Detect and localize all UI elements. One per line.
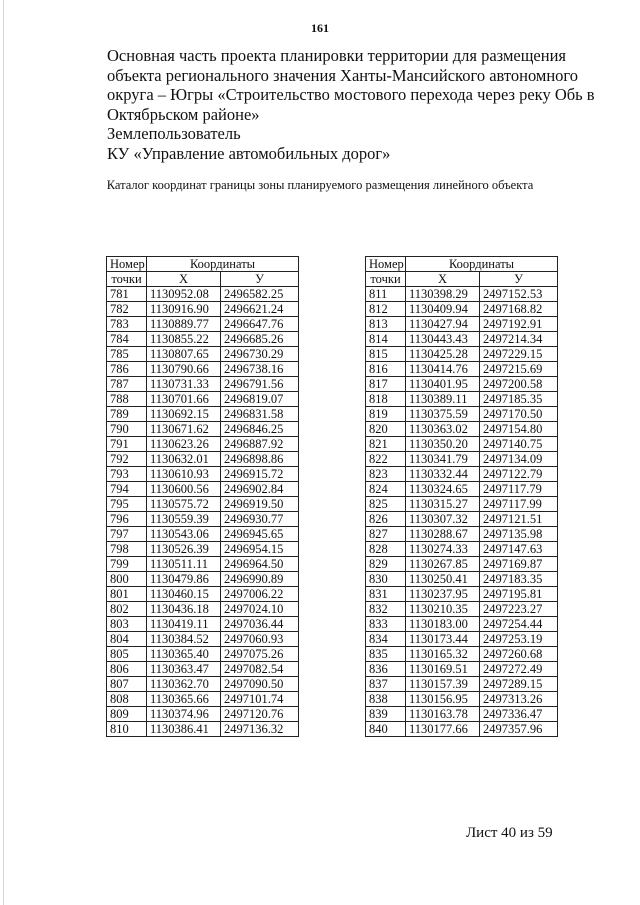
table-row (107, 602, 299, 617)
y-coordinate-cell: 2497215.69 (480, 362, 558, 377)
x-coordinate-cell: 1130855.22 (147, 332, 221, 347)
point-number-cell: 840 (366, 722, 406, 737)
table-row (107, 302, 299, 317)
point-number-cell: 836 (366, 662, 406, 677)
table-row (107, 572, 299, 587)
page-number: 161 (311, 21, 329, 35)
table-row (107, 362, 299, 377)
table-row (107, 422, 299, 437)
point-number-cell: 793 (107, 467, 147, 482)
y-coordinate-cell: 2496831.58 (221, 407, 299, 422)
point-number-cell: 804 (107, 632, 147, 647)
x-coordinate-cell: 1130807.65 (147, 347, 221, 362)
x-coordinate-cell: 1130692.15 (147, 407, 221, 422)
y-coordinate-cell: 2497117.99 (480, 497, 558, 512)
table-row (366, 377, 558, 392)
sheet-label: Лист 40 из 59 (466, 825, 553, 841)
table-row (366, 422, 558, 437)
y-coordinate-cell: 2497289.15 (480, 677, 558, 692)
x-coordinate-cell: 1130365.40 (147, 647, 221, 662)
x-coordinate-cell: 1130332.44 (406, 467, 480, 482)
header-line: округа – Югры «Строительство мостового перехода через реку Обь в (107, 85, 595, 104)
y-coordinate-cell: 2497183.35 (480, 572, 558, 587)
y-coordinate-cell: 2496791.56 (221, 377, 299, 392)
point-number-cell: 802 (107, 602, 147, 617)
y-coordinate-cell: 2497223.27 (480, 602, 558, 617)
point-number-cell: 784 (107, 332, 147, 347)
x-column-header: X (147, 272, 221, 287)
point-number-cell: 810 (107, 722, 147, 737)
point-number-cell: 812 (366, 302, 406, 317)
point-number-cell: 814 (366, 332, 406, 347)
y-coordinate-cell: 2496846.25 (221, 422, 299, 437)
x-coordinate-cell: 1130409.94 (406, 302, 480, 317)
point-number-cell: 837 (366, 677, 406, 692)
table-row (107, 332, 299, 347)
x-coordinate-cell: 1130315.27 (406, 497, 480, 512)
y-coordinate-cell: 2497075.26 (221, 647, 299, 662)
x-coordinate-cell: 1130701.66 (147, 392, 221, 407)
coordinates-header: Координаты (147, 257, 299, 272)
table-row (366, 692, 558, 707)
point-number-cell: 830 (366, 572, 406, 587)
y-coordinate-cell: 2497136.32 (221, 722, 299, 737)
table-row (366, 467, 558, 482)
y-coordinate-cell: 2497192.91 (480, 317, 558, 332)
y-coordinate-cell: 2497185.35 (480, 392, 558, 407)
x-coordinate-cell: 1130156.95 (406, 692, 480, 707)
table-row (107, 617, 299, 632)
x-coordinate-cell: 1130543.06 (147, 527, 221, 542)
table-row (366, 527, 558, 542)
point-number-cell: 815 (366, 347, 406, 362)
point-number-cell: 839 (366, 707, 406, 722)
y-coordinate-cell: 2496621.24 (221, 302, 299, 317)
x-coordinate-cell: 1130165.32 (406, 647, 480, 662)
y-coordinate-cell: 2497272.49 (480, 662, 558, 677)
table-row (107, 317, 299, 332)
x-coordinate-cell: 1130479.86 (147, 572, 221, 587)
x-coordinate-cell: 1130386.41 (147, 722, 221, 737)
x-coordinate-cell: 1130575.72 (147, 497, 221, 512)
table-row (366, 662, 558, 677)
point-number-cell: 832 (366, 602, 406, 617)
table-row (107, 692, 299, 707)
point-number-cell: 808 (107, 692, 147, 707)
land-user-name: КУ «Управление автомобильных дорог» (107, 143, 391, 163)
y-coordinate-cell: 2497024.10 (221, 602, 299, 617)
point-number-cell: 803 (107, 617, 147, 632)
y-coordinate-cell: 2497200.58 (480, 377, 558, 392)
table-row (366, 302, 558, 317)
point-number-cell: 807 (107, 677, 147, 692)
table-row (366, 347, 558, 362)
y-coordinate-cell: 2497229.15 (480, 347, 558, 362)
point-number-cell: 820 (366, 422, 406, 437)
table-row (107, 632, 299, 647)
x-coordinate-cell: 1130671.62 (147, 422, 221, 437)
x-coordinate-cell: 1130210.35 (406, 602, 480, 617)
y-coordinate-cell: 2497117.79 (480, 482, 558, 497)
y-coordinate-cell: 2497060.93 (221, 632, 299, 647)
table-row (107, 452, 299, 467)
point-number-cell: 801 (107, 587, 147, 602)
table-row (366, 602, 558, 617)
y-coordinate-cell: 2497336.47 (480, 707, 558, 722)
x-coordinate-cell: 1130460.15 (147, 587, 221, 602)
y-coordinate-cell: 2497120.76 (221, 707, 299, 722)
y-coordinate-cell: 2497082.54 (221, 662, 299, 677)
scan-edge-line (3, 0, 4, 905)
x-coordinate-cell: 1130324.65 (406, 482, 480, 497)
x-coordinate-cell: 1130250.41 (406, 572, 480, 587)
table-row (366, 392, 558, 407)
table-row (107, 677, 299, 692)
table-row (366, 617, 558, 632)
x-coordinate-cell: 1130731.33 (147, 377, 221, 392)
point-number-cell: 797 (107, 527, 147, 542)
table-row (366, 512, 558, 527)
x-coordinate-cell: 1130610.93 (147, 467, 221, 482)
table-row (107, 707, 299, 722)
table-row (366, 587, 558, 602)
y-coordinate-cell: 2497154.80 (480, 422, 558, 437)
coordinates-header: Координаты (406, 257, 558, 272)
y-column-header: У (480, 272, 558, 287)
table-row (107, 512, 299, 527)
y-coordinate-cell: 2496647.76 (221, 317, 299, 332)
x-coordinate-cell: 1130384.52 (147, 632, 221, 647)
table-row (366, 632, 558, 647)
x-coordinate-cell: 1130952.08 (147, 287, 221, 302)
x-coordinate-cell: 1130389.11 (406, 392, 480, 407)
y-coordinate-cell: 2497140.75 (480, 437, 558, 452)
point-number-header-line2: точки (107, 272, 147, 287)
table-row (107, 527, 299, 542)
y-coordinate-cell: 2496887.92 (221, 437, 299, 452)
y-coordinate-cell: 2497006.22 (221, 587, 299, 602)
x-coordinate-cell: 1130237.95 (406, 587, 480, 602)
x-coordinate-cell: 1130398.29 (406, 287, 480, 302)
y-coordinate-cell: 2496990.89 (221, 572, 299, 587)
y-coordinate-cell: 2496685.26 (221, 332, 299, 347)
coordinates-table-left (106, 256, 299, 737)
point-number-cell: 805 (107, 647, 147, 662)
x-coordinate-cell: 1130267.85 (406, 557, 480, 572)
point-number-cell: 811 (366, 287, 406, 302)
point-number-cell: 818 (366, 392, 406, 407)
y-coordinate-cell: 2497170.50 (480, 407, 558, 422)
x-coordinate-cell: 1130436.18 (147, 602, 221, 617)
point-number-cell: 824 (366, 482, 406, 497)
point-number-cell: 783 (107, 317, 147, 332)
x-coordinate-cell: 1130511.11 (147, 557, 221, 572)
y-coordinate-cell: 2496902.84 (221, 482, 299, 497)
point-number-cell: 800 (107, 572, 147, 587)
point-number-cell: 781 (107, 287, 147, 302)
point-number-cell: 790 (107, 422, 147, 437)
y-coordinate-cell: 2497169.87 (480, 557, 558, 572)
table-row (107, 407, 299, 422)
y-coordinate-cell: 2497357.96 (480, 722, 558, 737)
table-row (107, 437, 299, 452)
y-coordinate-cell: 2497036.44 (221, 617, 299, 632)
point-number-cell: 782 (107, 302, 147, 317)
header-line: объекта регионального значения Ханты-Мансийского автономного (107, 65, 579, 85)
point-number-cell: 835 (366, 647, 406, 662)
y-coordinate-cell: 2497122.79 (480, 467, 558, 482)
point-number-cell: 828 (366, 542, 406, 557)
y-coordinate-cell: 2496954.15 (221, 542, 299, 557)
catalog-title: Каталог координат границы зоны планируемого размещения линейного объекта (106, 178, 534, 192)
x-coordinate-cell: 1130889.77 (147, 317, 221, 332)
x-coordinate-cell: 1130632.01 (147, 452, 221, 467)
table-row (107, 542, 299, 557)
x-coordinate-cell: 1130443.43 (406, 332, 480, 347)
y-coordinate-cell: 2497121.51 (480, 512, 558, 527)
document-header (107, 46, 595, 163)
table-row (107, 347, 299, 362)
table-row (107, 647, 299, 662)
y-coordinate-cell: 2496919.50 (221, 497, 299, 512)
x-coordinate-cell: 1130173.44 (406, 632, 480, 647)
y-coordinate-cell: 2497152.53 (480, 287, 558, 302)
point-number-cell: 822 (366, 452, 406, 467)
point-number-cell: 816 (366, 362, 406, 377)
point-number-cell: 823 (366, 467, 406, 482)
point-number-cell: 792 (107, 452, 147, 467)
point-number-cell: 825 (366, 497, 406, 512)
point-number-header: Номер (107, 257, 147, 272)
y-coordinate-cell: 2497253.19 (480, 632, 558, 647)
point-number-cell: 785 (107, 347, 147, 362)
point-number-cell: 791 (107, 437, 147, 452)
y-coordinate-cell: 2496898.86 (221, 452, 299, 467)
x-coordinate-cell: 1130365.66 (147, 692, 221, 707)
table-row (107, 722, 299, 737)
table-row (107, 557, 299, 572)
table-row (366, 572, 558, 587)
point-number-header: Номер (366, 257, 406, 272)
point-number-cell: 788 (107, 392, 147, 407)
point-number-cell: 787 (107, 377, 147, 392)
table-row (366, 452, 558, 467)
x-coordinate-cell: 1130401.95 (406, 377, 480, 392)
x-coordinate-cell: 1130559.39 (147, 512, 221, 527)
y-coordinate-cell: 2496582.25 (221, 287, 299, 302)
point-number-cell: 798 (107, 542, 147, 557)
point-number-cell: 831 (366, 587, 406, 602)
x-coordinate-cell: 1130363.02 (406, 422, 480, 437)
x-coordinate-cell: 1130350.20 (406, 437, 480, 452)
y-coordinate-cell: 2497147.63 (480, 542, 558, 557)
y-coordinate-cell: 2497260.68 (480, 647, 558, 662)
x-coordinate-cell: 1130419.11 (147, 617, 221, 632)
point-number-cell: 833 (366, 617, 406, 632)
x-coordinate-cell: 1130916.90 (147, 302, 221, 317)
table-row (107, 467, 299, 482)
x-coordinate-cell: 1130623.26 (147, 437, 221, 452)
point-number-cell: 826 (366, 512, 406, 527)
table-row (366, 332, 558, 347)
y-coordinate-cell: 2496738.16 (221, 362, 299, 377)
x-coordinate-cell: 1130157.39 (406, 677, 480, 692)
point-number-cell: 809 (107, 707, 147, 722)
point-number-header-line2: точки (366, 272, 406, 287)
table-row (366, 497, 558, 512)
y-coordinate-cell: 2496819.07 (221, 392, 299, 407)
table-row (107, 662, 299, 677)
y-coordinate-cell: 2496964.50 (221, 557, 299, 572)
y-coordinate-cell: 2496930.77 (221, 512, 299, 527)
point-number-cell: 827 (366, 527, 406, 542)
x-coordinate-cell: 1130183.00 (406, 617, 480, 632)
x-coordinate-cell: 1130414.76 (406, 362, 480, 377)
land-user-label: Землепользователь (107, 124, 241, 143)
table-row (366, 677, 558, 692)
point-number-cell: 806 (107, 662, 147, 677)
x-coordinate-cell: 1130163.78 (406, 707, 480, 722)
y-coordinate-cell: 2496945.65 (221, 527, 299, 542)
y-coordinate-cell: 2496730.29 (221, 347, 299, 362)
point-number-cell: 838 (366, 692, 406, 707)
y-coordinate-cell: 2497214.34 (480, 332, 558, 347)
point-number-cell: 813 (366, 317, 406, 332)
table-row (107, 482, 299, 497)
table-row (107, 497, 299, 512)
x-coordinate-cell: 1130526.39 (147, 542, 221, 557)
x-coordinate-cell: 1130177.66 (406, 722, 480, 737)
x-coordinate-cell: 1130790.66 (147, 362, 221, 377)
point-number-cell: 821 (366, 437, 406, 452)
table-row (366, 482, 558, 497)
point-number-cell: 799 (107, 557, 147, 572)
point-number-cell: 786 (107, 362, 147, 377)
y-coordinate-cell: 2497313.26 (480, 692, 558, 707)
coordinates-table-right (365, 256, 558, 737)
point-number-cell: 834 (366, 632, 406, 647)
point-number-cell: 794 (107, 482, 147, 497)
table-row (366, 707, 558, 722)
table-row (366, 362, 558, 377)
y-coordinate-cell: 2497135.98 (480, 527, 558, 542)
x-coordinate-cell: 1130427.94 (406, 317, 480, 332)
y-coordinate-cell: 2496915.72 (221, 467, 299, 482)
y-column-header: У (221, 272, 299, 287)
table-row (107, 377, 299, 392)
x-coordinate-cell: 1130363.47 (147, 662, 221, 677)
y-coordinate-cell: 2497254.44 (480, 617, 558, 632)
table-row (366, 407, 558, 422)
point-number-cell: 789 (107, 407, 147, 422)
y-coordinate-cell: 2497101.74 (221, 692, 299, 707)
point-number-cell: 796 (107, 512, 147, 527)
x-coordinate-cell: 1130341.79 (406, 452, 480, 467)
table-row (107, 587, 299, 602)
point-number-cell: 817 (366, 377, 406, 392)
point-number-cell: 829 (366, 557, 406, 572)
y-coordinate-cell: 2497195.81 (480, 587, 558, 602)
table-row (366, 557, 558, 572)
table-row (366, 317, 558, 332)
y-coordinate-cell: 2497168.82 (480, 302, 558, 317)
x-column-header: X (406, 272, 480, 287)
point-number-cell: 819 (366, 407, 406, 422)
x-coordinate-cell: 1130374.96 (147, 707, 221, 722)
table-row (366, 437, 558, 452)
table-row (107, 392, 299, 407)
table-row (107, 287, 299, 302)
y-coordinate-cell: 2497090.50 (221, 677, 299, 692)
x-coordinate-cell: 1130274.33 (406, 542, 480, 557)
x-coordinate-cell: 1130288.67 (406, 527, 480, 542)
y-coordinate-cell: 2497134.09 (480, 452, 558, 467)
table-row (366, 542, 558, 557)
x-coordinate-cell: 1130375.59 (406, 407, 480, 422)
x-coordinate-cell: 1130362.70 (147, 677, 221, 692)
header-line: Октябрьском районе» (107, 104, 260, 124)
x-coordinate-cell: 1130600.56 (147, 482, 221, 497)
x-coordinate-cell: 1130169.51 (406, 662, 480, 677)
table-row (366, 722, 558, 737)
x-coordinate-cell: 1130425.28 (406, 347, 480, 362)
table-row (366, 287, 558, 302)
header-line: Основная часть проекта планировки территории для размещения (107, 46, 566, 65)
table-row (366, 647, 558, 662)
x-coordinate-cell: 1130307.32 (406, 512, 480, 527)
point-number-cell: 795 (107, 497, 147, 512)
